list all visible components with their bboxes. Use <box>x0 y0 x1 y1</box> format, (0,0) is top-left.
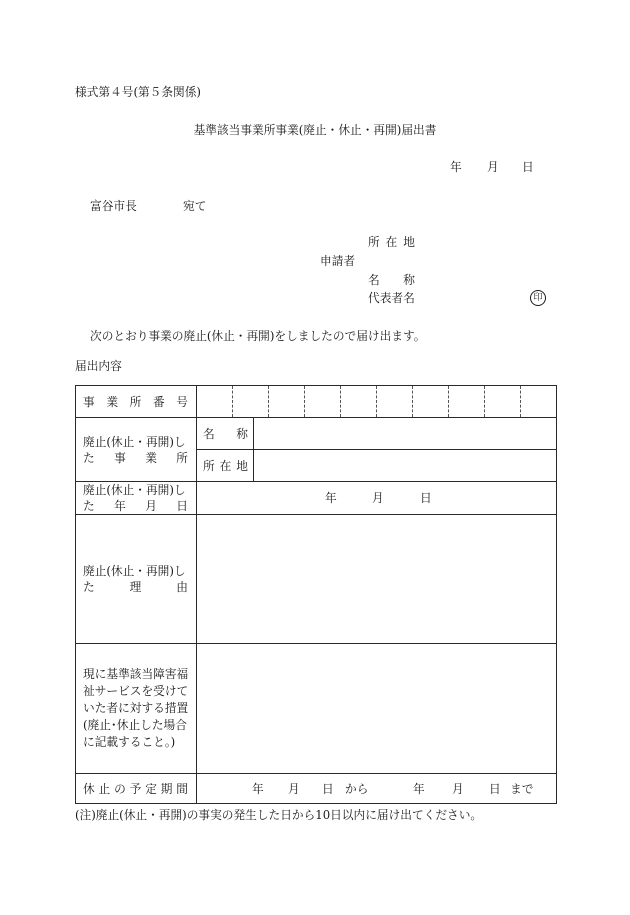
label-glyph: 間 <box>176 781 188 796</box>
business-number-digit-box <box>197 386 233 417</box>
suspension-period-field <box>197 774 556 803</box>
label-glyph: 理 <box>129 580 142 594</box>
statement-text: 次のとおり事業の廃止(休止・再開)をしましたので届け出ます。 <box>90 329 426 343</box>
reason-label-line: 廃止(休止・再開)し <box>83 564 186 578</box>
section-heading: 届出内容 <box>75 359 122 373</box>
reason-label-cell <box>76 515 197 643</box>
measures-label-line: 祉サービスを受けて <box>83 684 189 698</box>
date-field-month-label: 月 <box>372 491 384 505</box>
business-name-field <box>254 418 556 449</box>
reason-label-line <box>83 579 188 595</box>
label-glyph: 定 <box>145 781 157 796</box>
business-address-field <box>254 450 556 481</box>
business-address-label-cell <box>197 450 254 481</box>
label-glyph: 所 <box>176 450 188 465</box>
label-glyph: 称 <box>403 273 415 287</box>
date-day-label: 日 <box>522 160 534 174</box>
suspension-period-label <box>83 781 188 797</box>
measures-field <box>197 644 556 773</box>
business-number-digit-box <box>269 386 305 417</box>
business-address-subrow <box>197 450 556 481</box>
business-number-digit-box <box>341 386 377 417</box>
period-to-suffix: まで <box>510 781 534 796</box>
label-glyph: 所 <box>368 235 380 249</box>
date-field-day-label: 日 <box>420 491 432 505</box>
business-number-digit-box <box>485 386 521 417</box>
table-row-business-number <box>76 386 556 418</box>
business-number-digit-box <box>521 386 556 417</box>
label-glyph: た <box>83 450 95 465</box>
notification-table <box>75 385 557 804</box>
measures-label-line: (廃止･休止した場合 <box>83 718 187 732</box>
business-label-line <box>83 450 188 466</box>
business-number-digit-box <box>413 386 449 417</box>
label-glyph: た <box>83 580 95 594</box>
footnote: (注)廃止(休止・再開)の事実の発生した日から10日以内に届け出てください。 <box>75 808 483 822</box>
label-glyph: 日 <box>176 499 188 513</box>
business-label-cell <box>76 418 197 481</box>
label-glyph: 月 <box>145 499 157 513</box>
label-glyph: 業 <box>145 450 157 465</box>
business-label-line: 廃止(休止・再開)し <box>83 434 186 449</box>
business-number-digit-box <box>377 386 413 417</box>
label-glyph: 地 <box>403 235 415 249</box>
measures-label-cell <box>76 644 197 773</box>
label-glyph: 期 <box>160 781 173 796</box>
form-number: 様式第４号(第５条関係) <box>75 85 201 99</box>
label-glyph: 止 <box>98 781 111 796</box>
label-glyph: の <box>114 781 126 796</box>
label-glyph: 番 <box>152 394 165 409</box>
measures-label-line: に記載すること。) <box>83 735 176 749</box>
label-glyph: 名 <box>203 426 215 441</box>
business-number-digit-box <box>305 386 341 417</box>
label-glyph: 年 <box>114 499 126 513</box>
table-row-suspension-period <box>76 774 556 803</box>
applicant-role-label: 申請者 <box>320 254 356 268</box>
date-label-line <box>83 498 188 514</box>
business-name-label-cell <box>197 418 254 449</box>
business-name-label <box>203 427 248 441</box>
label-glyph: 事 <box>114 450 126 465</box>
label-glyph: 名 <box>368 273 380 287</box>
suspension-label-cell <box>76 774 197 803</box>
business-number-digit-box <box>449 386 485 417</box>
applicant-name-label <box>368 273 415 287</box>
business-name-subrow <box>197 418 556 450</box>
table-row-reason <box>76 515 556 644</box>
period-from-month-label: 月 <box>288 781 300 796</box>
label-glyph: 所 <box>129 394 142 409</box>
date-field-year-label: 年 <box>325 491 337 505</box>
table-row-business <box>76 418 556 482</box>
label-glyph: 由 <box>176 580 188 594</box>
label-glyph: た <box>83 499 95 513</box>
label-glyph: 業 <box>106 394 119 409</box>
seal-mark: 印 <box>530 290 546 306</box>
document-title: 基準該当事業所事業(廃止・休止・再開)届出書 <box>193 123 437 137</box>
label-glyph: 事 <box>83 394 95 409</box>
business-address-label <box>203 459 248 473</box>
date-label-line: 廃止(休止・再開)し <box>83 483 186 497</box>
addressee-name: 富谷市長 <box>90 199 137 213</box>
period-from-day-label: 日 <box>322 781 334 796</box>
date-year-label: 年 <box>450 160 462 174</box>
date-field <box>197 482 556 514</box>
measures-label-line: 現に基準該当障害福 <box>83 667 189 681</box>
label-glyph: 所 <box>203 458 215 473</box>
period-from-year-label: 年 <box>252 781 264 796</box>
business-number-label-cell <box>76 386 197 417</box>
label-glyph: 地 <box>236 458 248 473</box>
applicant-address-label <box>368 235 415 249</box>
business-number-digit-box <box>233 386 269 417</box>
measures-label-line: いた者に対する措置 <box>83 701 189 715</box>
period-to-day-label: 日 <box>489 781 501 796</box>
period-to-month-label: 月 <box>452 781 464 796</box>
label-glyph: 在 <box>385 235 398 249</box>
business-number-digits <box>197 386 556 417</box>
addressee-suffix: 宛て <box>183 199 207 213</box>
table-row-measures <box>76 644 556 774</box>
date-month-label: 月 <box>487 160 499 174</box>
label-glyph: 号 <box>176 394 188 409</box>
applicant-representative-label: 代表者名 <box>368 291 415 305</box>
label-glyph: 在 <box>219 458 232 473</box>
period-from-suffix: から <box>345 781 369 796</box>
business-subrows <box>197 418 556 481</box>
label-glyph: 称 <box>236 426 248 441</box>
table-row-date <box>76 482 556 515</box>
label-glyph: 休 <box>83 781 95 796</box>
business-number-label <box>83 394 188 410</box>
reason-field <box>197 515 556 643</box>
date-label-cell <box>76 482 197 514</box>
period-to-year-label: 年 <box>413 781 425 796</box>
label-glyph: 予 <box>129 781 142 796</box>
